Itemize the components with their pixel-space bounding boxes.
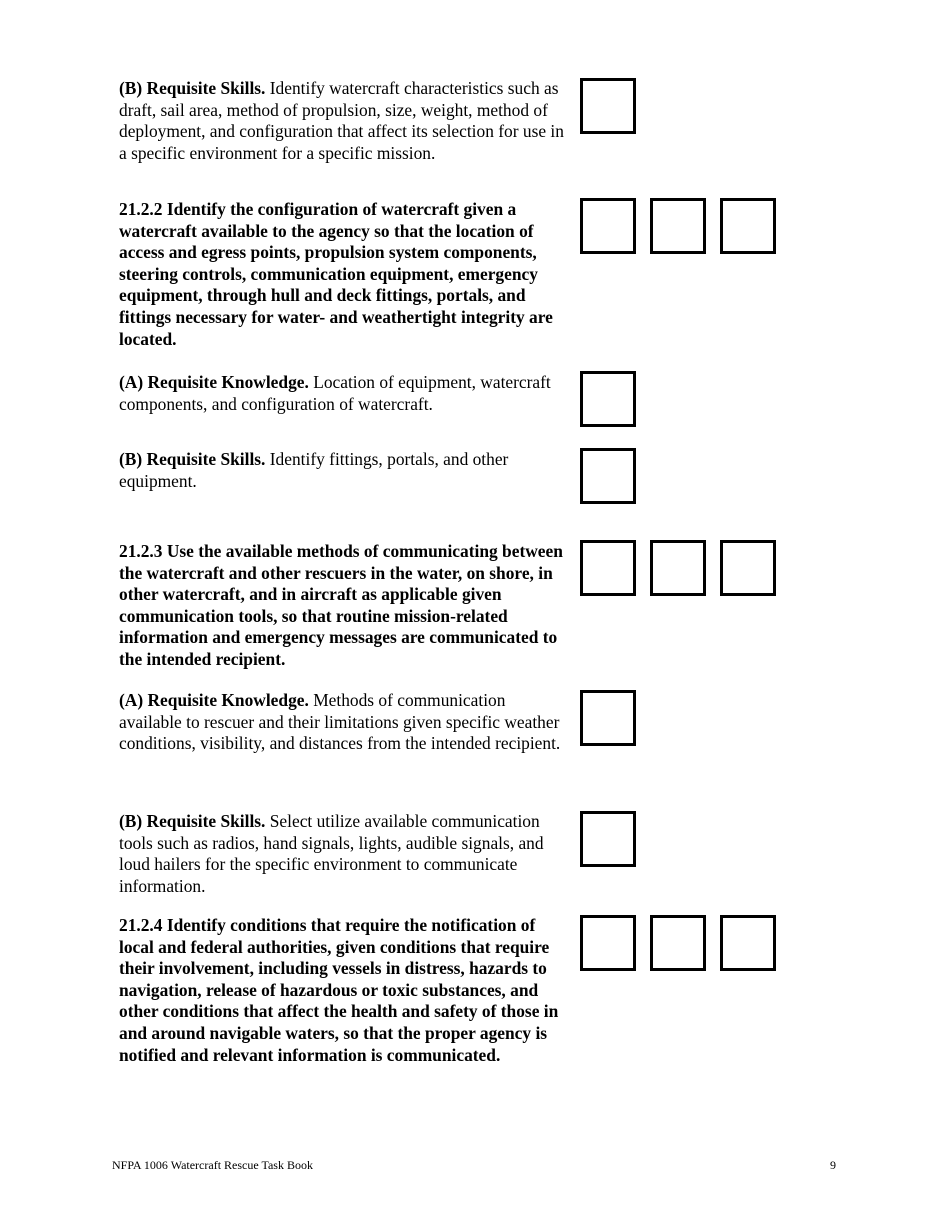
section-21-2-2 xyxy=(119,199,569,350)
requisite-knowledge-a3 xyxy=(119,690,569,755)
section-lead: (B) Requisite Skills. xyxy=(119,811,266,831)
signoff-checkbox[interactable] xyxy=(580,811,636,867)
section-text: 21.2.2 Identify the configuration of watercraft given a watercraft available to the agency so that the location of access and egress points, propulsion system components, steering controls, communication equipment, emergency equipment, through hull and deck fittings, portals, and fittings necessary for water- and weathertight integrity are located. xyxy=(119,199,553,349)
signoff-checkbox[interactable] xyxy=(580,198,636,254)
section-21-2-3 xyxy=(119,541,569,671)
section-text: Identify watercraft characteristics such as draft, sail area, method of propulsion, size, weight, method of deployment, and configuration that affect its selection for use in a specific environment for a specific mission. xyxy=(119,78,564,163)
signoff-checkbox[interactable] xyxy=(720,540,776,596)
footer-title: NFPA 1006 Watercraft Rescue Task Book xyxy=(112,1158,313,1172)
section-text: Select utilize available communication tools such as radios, hand signals, lights, audible signals, and loud hailers for the specific environment to communicate information. xyxy=(119,811,544,896)
signoff-checkbox[interactable] xyxy=(650,915,706,971)
signoff-checkbox[interactable] xyxy=(650,198,706,254)
signoff-checkbox[interactable] xyxy=(580,78,636,134)
signoff-checkbox[interactable] xyxy=(580,540,636,596)
requisite-skills-b1 xyxy=(119,78,569,164)
signoff-checkbox[interactable] xyxy=(720,915,776,971)
signoff-checkbox[interactable] xyxy=(580,690,636,746)
requisite-skills-b3 xyxy=(119,811,569,897)
page-number: 9 xyxy=(830,1158,836,1172)
section-lead: (B) Requisite Skills. xyxy=(119,78,266,98)
signoff-checkbox[interactable] xyxy=(650,540,706,596)
requisite-knowledge-a2 xyxy=(119,372,569,415)
section-text: 21.2.4 Identify conditions that require the notification of local and federal authorities, given conditions that require their involvement, including vessels in distress, hazards to navigation, release of hazardous or toxic substances, and other conditions that affect the health and safety of those in and around navigable waters, so that the proper agency is notified and relevant information is communicated. xyxy=(119,915,559,1065)
requisite-skills-b2 xyxy=(119,449,569,492)
section-text: 21.2.3 Use the available methods of communicating between the watercraft and other rescuers in the water, on shore, in other watercraft, and in aircraft as applicable given communication tools, so that routine mission-related information and emergency messages are communicated to the intended recipient. xyxy=(119,541,563,669)
section-text: Identify fittings, portals, and other equipment. xyxy=(119,449,509,491)
signoff-checkbox[interactable] xyxy=(580,915,636,971)
section-21-2-4 xyxy=(119,915,569,1066)
signoff-checkbox[interactable] xyxy=(580,448,636,504)
section-text: Methods of communication available to rescuer and their limitations given specific weather conditions, visibility, and distances from the intended recipient. xyxy=(119,690,561,754)
section-text: Location of equipment, watercraft components, and configuration of watercraft. xyxy=(119,372,551,414)
section-lead: (A) Requisite Knowledge. xyxy=(119,372,309,392)
signoff-checkbox[interactable] xyxy=(580,371,636,427)
signoff-checkbox[interactable] xyxy=(720,198,776,254)
section-lead: (B) Requisite Skills. xyxy=(119,449,266,469)
section-lead: (A) Requisite Knowledge. xyxy=(119,690,309,710)
